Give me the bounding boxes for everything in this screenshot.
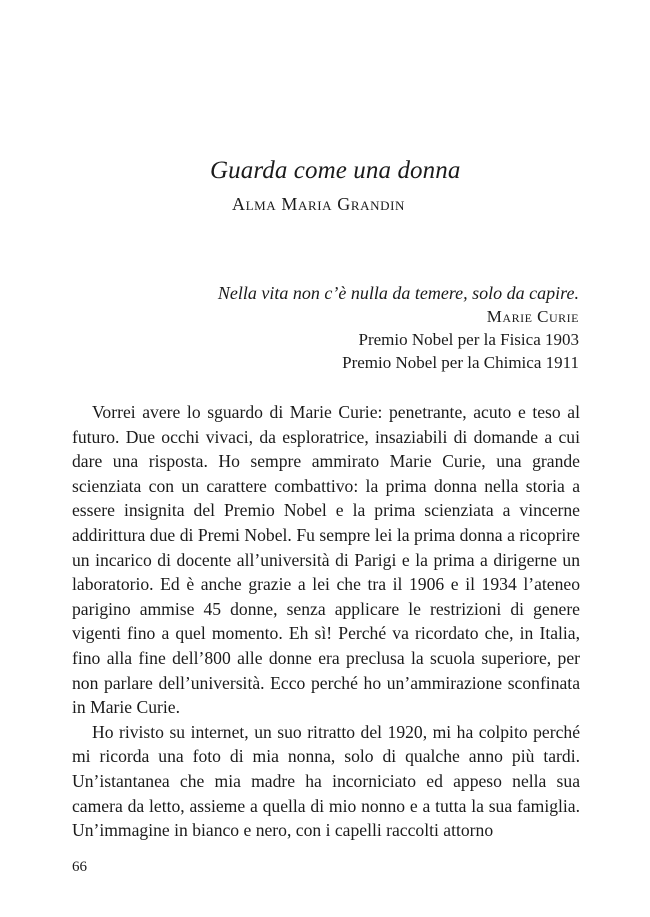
page-number: 66	[72, 859, 87, 875]
body-paragraph: Ho rivisto su internet, un suo ritratto del 1920, mi ha colpito perché mi ricorda una foto di mia nonna, solo di qualche anno più tardi. Un’istantanea che mia madre ha incorniciato ed appeso nella sua camera da letto, assieme a quella di mio nonno e a tutta la sua famiglia. Un’immagine in bianco e nero, con i capelli raccolti attorno	[72, 721, 580, 841]
epigraph-line: Premio Nobel per la Chimica 1911	[342, 353, 579, 372]
body-paragraph: Vorrei avere lo sguardo di Marie Curie: penetrante, acuto e teso al futuro. Due occhi vivaci, da esploratrice, insaziabili di domande a cui dare una risposta. Ho sempre ammirato Marie Curie, una grande scienziata con un carattere combattivo: la prima donna nella storia a essere insignita del Premio Nobel e la prima scienziata a vincerne addirittura due di Premi Nobel. Fu sempre lei la prima donna a ricoprire un incarico di docente all’università di Parigi e la prima a dirigerne un laboratorio. Ed è anche grazie a lei che tra il 1906 e il 1934 l’ateneo parigino ammise 45 donne, senza applicare le restrizioni di genere vigenti fino a quel momento. Eh sì! Perché va ricordato che, in Italia, fino alla fine dell’800 alle donne era preclusa la scuola superiore, per non parlare dell’università. Ecco perché ho un’ammirazione sconfinata in Marie Curie.	[72, 402, 580, 718]
epigraph-line: Premio Nobel per la Fisica 1903	[358, 330, 579, 349]
epigraph	[218, 282, 579, 374]
epigraph-attribution: Marie Curie	[486, 307, 579, 326]
chapter-title: Guarda come una donna	[210, 157, 461, 184]
epigraph-quote: Nella vita non c’è nulla da temere, solo da capire.	[217, 283, 579, 303]
chapter-author: Alma Maria Grandin	[232, 194, 406, 214]
body-text	[72, 400, 580, 843]
